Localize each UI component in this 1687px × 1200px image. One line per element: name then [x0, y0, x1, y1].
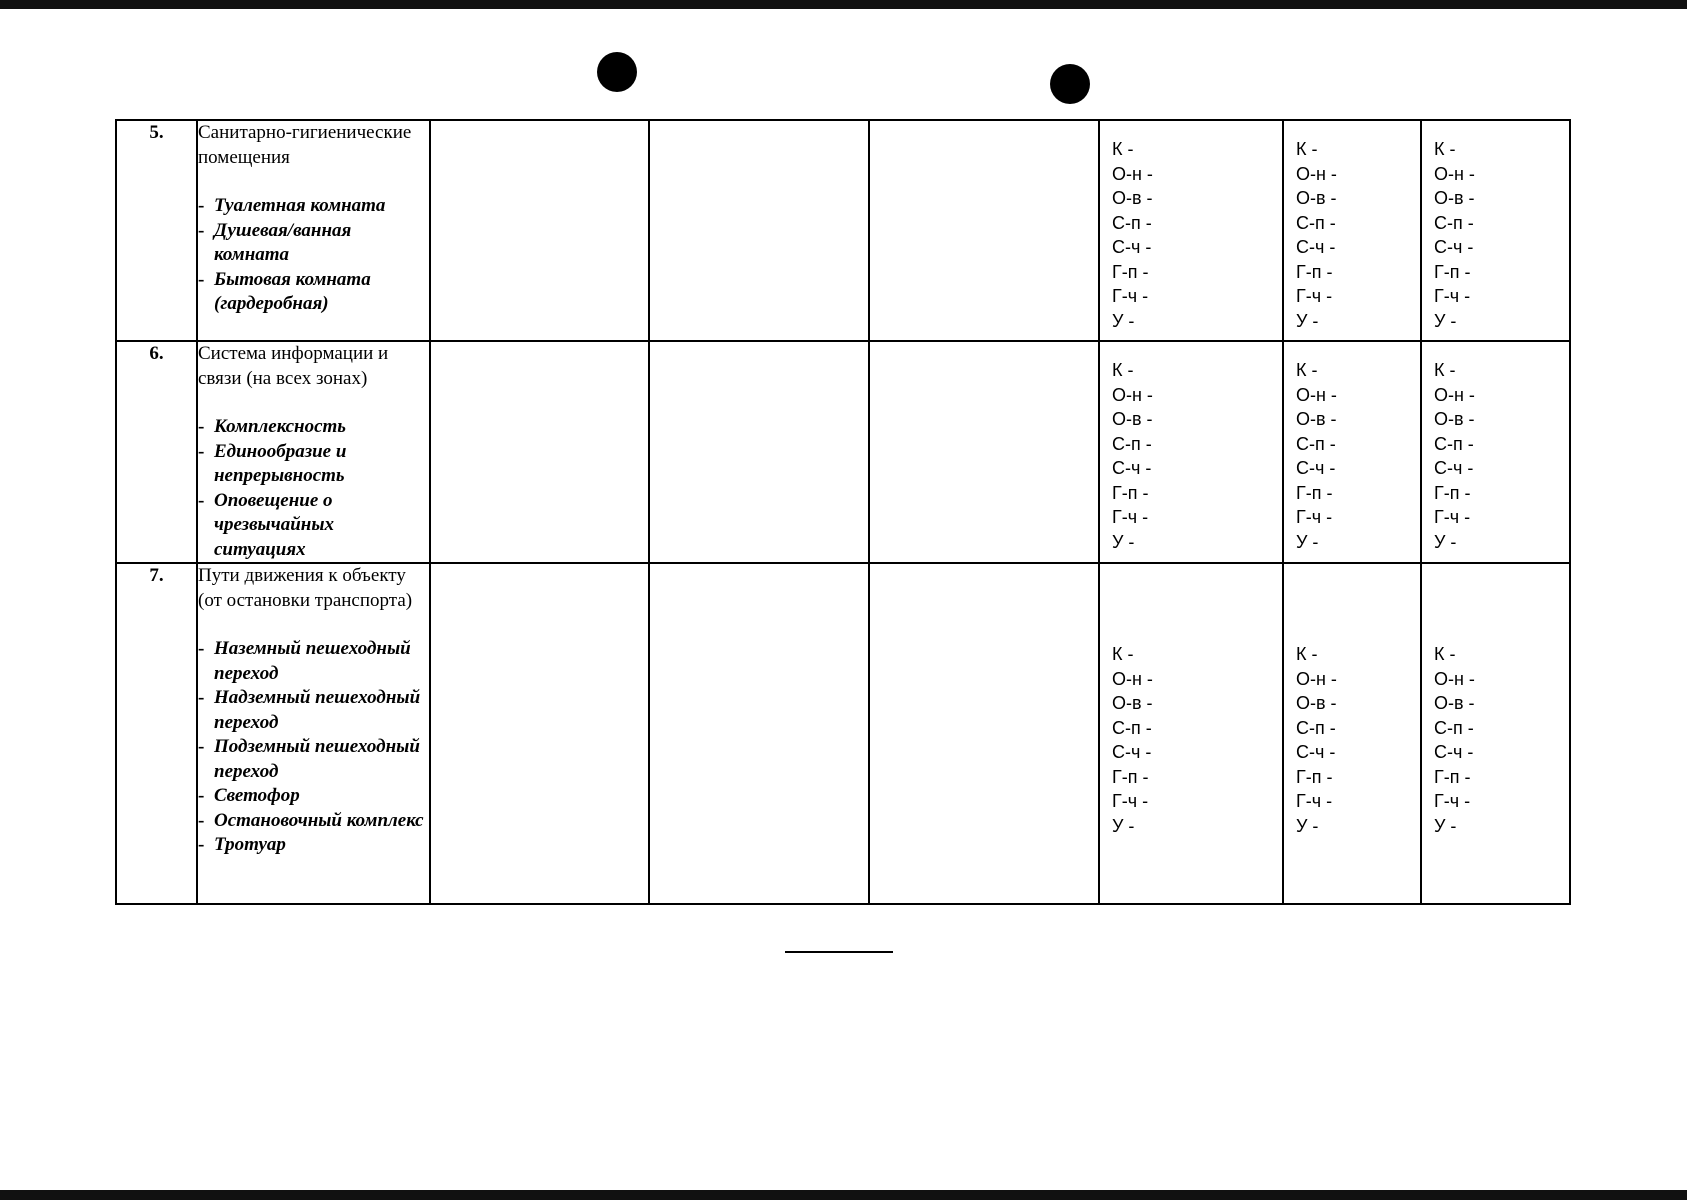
category-code: Г-п -	[1112, 482, 1149, 503]
category-code: С-п -	[1296, 717, 1336, 738]
category-code: Г-ч -	[1112, 507, 1149, 527]
category-code: С-ч -	[1434, 742, 1474, 762]
category-code: У -	[1296, 310, 1319, 331]
category-code: С-ч -	[1296, 237, 1336, 257]
category-code: У -	[1296, 815, 1319, 836]
category-code: С-ч -	[1112, 237, 1152, 257]
category-code: Г-п -	[1296, 261, 1333, 282]
category-code: У -	[1434, 531, 1457, 552]
category-code: Г-п -	[1434, 766, 1471, 787]
empty-cell	[430, 341, 649, 563]
row-heading: Система информации и связи (на всех зонах)	[198, 343, 389, 389]
category-codes	[1283, 563, 1421, 904]
category-code: С-ч -	[1434, 458, 1474, 478]
category-code: У -	[1434, 310, 1457, 331]
punch-hole-left	[597, 52, 637, 92]
category-code: О-н -	[1112, 384, 1153, 405]
category-code: С-п -	[1112, 212, 1152, 233]
category-code: С-п -	[1434, 433, 1474, 454]
row-description	[197, 341, 430, 563]
list-item: - Надземный пешеходный переход	[198, 687, 421, 733]
category-code: У -	[1296, 531, 1319, 552]
category-code: О-в -	[1296, 409, 1337, 429]
list-item: - Туалетная комната	[198, 195, 386, 216]
category-code: С-п -	[1296, 212, 1336, 233]
empty-cell	[430, 120, 649, 341]
category-code: У -	[1112, 531, 1135, 552]
scan-top-border	[0, 0, 1687, 9]
category-code: Г-ч -	[1112, 286, 1149, 306]
category-code: Г-ч -	[1434, 791, 1471, 811]
table-row	[116, 341, 1570, 563]
table-row	[116, 120, 1570, 341]
category-code: У -	[1112, 310, 1135, 331]
row-description	[197, 120, 430, 341]
category-codes	[1421, 120, 1570, 341]
category-code: Г-ч -	[1434, 507, 1471, 527]
list-item: - Наземный пешеходный переход	[198, 638, 411, 684]
category-code: О-н -	[1434, 163, 1475, 184]
category-code: Г-п -	[1112, 261, 1149, 282]
punch-hole-right	[1050, 64, 1090, 104]
category-codes	[1421, 341, 1570, 563]
category-code: К -	[1434, 360, 1456, 380]
list-item: - Светофор	[198, 785, 300, 806]
category-code: Г-п -	[1296, 482, 1333, 503]
category-codes	[1099, 563, 1283, 904]
category-code: К -	[1112, 139, 1134, 159]
category-code: О-в -	[1434, 188, 1475, 208]
category-code: Г-ч -	[1296, 791, 1333, 811]
category-code: О-н -	[1434, 668, 1475, 689]
list-item: - Оповещение о чрезвычайных ситуациях	[198, 489, 335, 560]
row-description	[197, 563, 430, 904]
category-code: Г-п -	[1296, 766, 1333, 787]
category-code: О-н -	[1434, 384, 1475, 405]
empty-cell	[649, 120, 869, 341]
category-code: Г-п -	[1434, 482, 1471, 503]
category-code: К -	[1296, 644, 1318, 664]
category-code: О-в -	[1112, 693, 1153, 713]
category-code: К -	[1434, 139, 1456, 159]
category-code: С-ч -	[1434, 237, 1474, 257]
footer-rule	[785, 951, 893, 953]
row-heading: Санитарно-гигиенические помещения	[198, 122, 412, 168]
list-item: - Остановочный комплекс	[198, 809, 424, 831]
empty-cell	[430, 563, 649, 904]
row-number: 6.	[116, 341, 197, 563]
category-code: О-в -	[1296, 693, 1337, 713]
category-code: С-ч -	[1112, 458, 1152, 478]
category-code: С-ч -	[1296, 742, 1336, 762]
subitem-list	[198, 194, 429, 317]
category-code: У -	[1112, 815, 1135, 836]
category-code: К -	[1296, 360, 1318, 380]
row-number: 7.	[116, 563, 197, 904]
category-codes	[1283, 120, 1421, 341]
empty-cell	[869, 120, 1099, 341]
scan-bottom-border	[0, 1190, 1687, 1200]
category-code: О-в -	[1434, 693, 1475, 713]
row-heading: Пути движения к объекту (от остановки транспорта)	[198, 565, 413, 611]
subitem-list	[198, 637, 429, 858]
category-codes	[1421, 563, 1570, 904]
category-code: О-в -	[1434, 409, 1475, 429]
category-code: Г-п -	[1434, 261, 1471, 282]
list-item: - Тротуар	[198, 834, 286, 855]
category-code: К -	[1112, 644, 1134, 664]
category-code: О-в -	[1112, 409, 1153, 429]
category-code: С-п -	[1296, 433, 1336, 454]
category-code: С-п -	[1112, 433, 1152, 454]
list-item: - Душевая/ванная комната	[198, 219, 352, 265]
category-code: К -	[1296, 139, 1318, 159]
list-item: - Комплексность	[198, 416, 346, 437]
category-code: Г-ч -	[1434, 286, 1471, 306]
category-code: С-п -	[1434, 717, 1474, 738]
row-number: 5.	[116, 120, 197, 341]
category-code: Г-ч -	[1296, 507, 1333, 527]
category-code: О-в -	[1296, 188, 1337, 208]
category-code: О-н -	[1112, 668, 1153, 689]
list-item: - Бытовая комната (гардеробная)	[198, 268, 371, 314]
empty-cell	[869, 341, 1099, 563]
category-code: С-ч -	[1296, 458, 1336, 478]
list-item: - Единообразие и непрерывность	[198, 440, 347, 486]
category-codes	[1099, 341, 1283, 563]
category-code: О-н -	[1296, 668, 1337, 689]
category-codes	[1099, 120, 1283, 341]
category-code: Г-п -	[1112, 766, 1149, 787]
category-codes	[1283, 341, 1421, 563]
table-row	[116, 563, 1570, 904]
accessibility-table	[115, 119, 1571, 905]
category-code: С-п -	[1112, 717, 1152, 738]
category-code: С-п -	[1434, 212, 1474, 233]
category-code: С-ч -	[1112, 742, 1152, 762]
category-code: Г-ч -	[1112, 791, 1149, 811]
empty-cell	[869, 563, 1099, 904]
category-code: К -	[1434, 644, 1456, 664]
category-code: К -	[1112, 360, 1134, 380]
empty-cell	[649, 563, 869, 904]
list-item: - Подземный пешеходный переход	[198, 736, 420, 782]
category-code: О-н -	[1112, 163, 1153, 184]
category-code: О-н -	[1296, 384, 1337, 405]
category-code: О-в -	[1112, 188, 1153, 208]
category-code: Г-ч -	[1296, 286, 1333, 306]
category-code: У -	[1434, 815, 1457, 836]
subitem-list	[198, 415, 429, 562]
empty-cell	[649, 341, 869, 563]
category-code: О-н -	[1296, 163, 1337, 184]
